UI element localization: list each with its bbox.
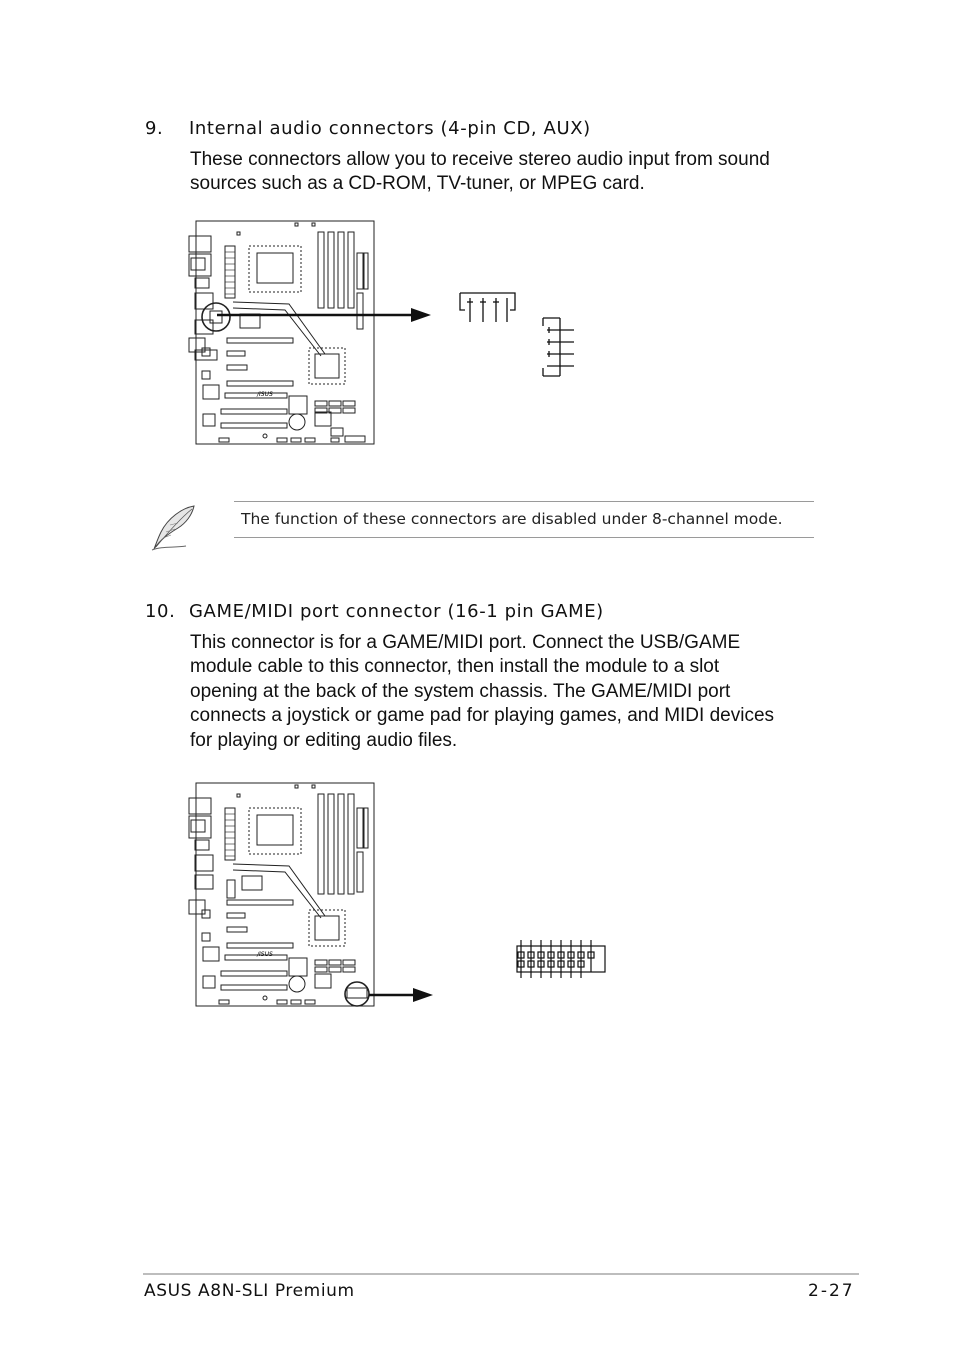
note-bottom-rule <box>234 537 814 538</box>
section-10-body-line: for playing or editing audio files. <box>190 729 458 751</box>
note-text: The function of these connectors are disabled under 8-channel mode. <box>241 510 783 528</box>
footer-product-name: ASUS A8N-SLI Premium <box>144 1281 355 1301</box>
footer-page-number: 2-27 <box>808 1281 855 1301</box>
section-10-body <box>190 631 774 753</box>
motherboard-diagram-game <box>185 780 615 1012</box>
section-10-heading <box>145 601 604 622</box>
note-top-rule <box>234 501 814 502</box>
section-9-heading <box>145 118 591 139</box>
section-10-body-line: This connector is for a GAME/MIDI port. Connect the USB/GAME <box>190 632 741 653</box>
board-brand-text: /ISUS <box>257 391 273 398</box>
section-10-number: 10. <box>145 601 176 622</box>
section-10-body-line: opening at the back of the system chassis. The GAME/MIDI port <box>190 680 731 702</box>
board-brand-text: /ISUS <box>257 951 273 958</box>
section-9-body <box>190 148 770 197</box>
feather-pen-icon <box>148 502 200 552</box>
section-9-body-line: sources such as a CD-ROM, TV-tuner, or MPEG card. <box>190 173 645 195</box>
motherboard-diagram-audio <box>185 218 585 450</box>
section-9-number: 9. <box>145 118 164 139</box>
section-10-body-line: connects a joystick or game pad for playing games, and MIDI devices <box>190 705 775 727</box>
footer-rule <box>143 1273 859 1275</box>
section-9-body-line: These connectors allow you to receive stereo audio input from sound <box>190 149 770 170</box>
section-10-body-line: module cable to this connector, then install the module to a slot <box>190 656 720 678</box>
section-10-title: GAME/MIDI port connector (16-1 pin GAME) <box>189 601 604 622</box>
section-9-title: Internal audio connectors (4-pin CD, AUX) <box>189 118 591 139</box>
